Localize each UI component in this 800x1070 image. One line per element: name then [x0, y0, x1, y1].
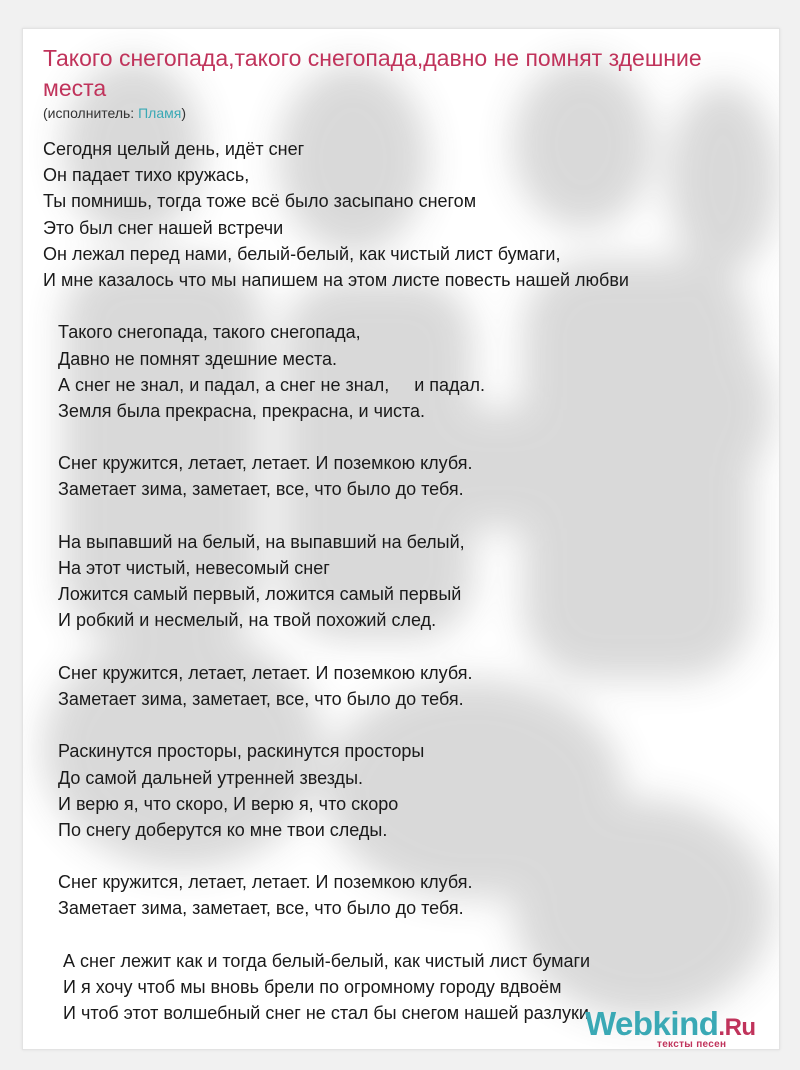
lyric-line: Заметает зима, заметает, все, что было до тебя. — [43, 688, 464, 709]
lyric-line: Снег кружится, летает, летает. И поземкою клубя. — [43, 453, 473, 474]
lyric-line: А снег лежит как и тогда белый-белый, как чистый лист бумаги — [43, 950, 591, 971]
lyric-line: Ты помнишь, тогда тоже всё было засыпано снегом — [43, 191, 477, 212]
lyric-line: Заметает зима, заметает, все, что было до тебя. — [43, 898, 464, 919]
lyric-line: И робкий и несмелый, на твой похожий след. — [43, 610, 437, 631]
lyric-line: Такого снегопада, такого снегопада, — [43, 322, 361, 343]
lyric-line: Снег кружится, летает, летает. И поземкою клубя. — [43, 872, 473, 893]
stanza-break — [43, 634, 763, 660]
lyric-line: Раскинутся просторы, раскинутся просторы — [43, 741, 425, 762]
lyric-line: На выпавший на белый, на выпавший на белый, — [43, 531, 465, 552]
stanza-break — [43, 922, 763, 948]
lyrics-card — [22, 28, 780, 1050]
lyric-line: Снег кружится, летает, летает. И поземкою клубя. — [43, 662, 473, 683]
lyric-line: Заметает зима, заметает, все, что было до тебя. — [43, 479, 464, 500]
song-title: Такого снегопада,такого снегопада,давно не помнят здешние места — [43, 45, 702, 101]
lyric-line: И я хочу чтоб мы вновь брели по огромному городу вдвоём — [43, 977, 562, 997]
stanza-break — [43, 503, 763, 529]
lyric-line: На этот чистый, невесомый снег — [43, 558, 330, 578]
logo-main-text: Webkind — [585, 1005, 719, 1042]
stanza-break — [43, 293, 763, 319]
lyric-line: До самой дальней утренней звезды. — [43, 767, 364, 788]
stanza-break — [43, 424, 763, 450]
performer-suffix: ) — [181, 105, 186, 121]
lyrics-text — [43, 136, 763, 1026]
song-content — [43, 43, 763, 1026]
stanza-break — [43, 712, 763, 738]
lyric-line: Давно не помнят здешние места. — [43, 348, 337, 369]
logo-tagline: тексты песен — [657, 1039, 727, 1050]
lyric-line: Он лежал перед нами, белый-белый, как чистый лист бумаги, — [43, 243, 561, 264]
lyric-line: Это был снег нашей встречи — [43, 217, 284, 238]
lyric-line: И мне казалось что мы напишем на этом листе повесть нашей любви — [43, 269, 629, 290]
lyric-line: А снег не знал, и падал, а снег не знал, и падал. — [43, 374, 486, 395]
logo-wordmark — [585, 1005, 756, 1043]
stanza-break — [43, 843, 763, 869]
performer-prefix: (исполнитель: — [43, 105, 139, 121]
performer-line — [43, 104, 763, 122]
lyric-line: Он падает тихо кружась, — [43, 165, 250, 186]
lyric-line: И верю я, что скоро, И верю я, что скоро — [43, 793, 399, 814]
lyric-line: И чтоб этот волшебный снег не стал бы снегом нашей разлуки — [43, 1003, 589, 1024]
lyric-line: Ложится самый первый, ложится самый первый — [43, 584, 462, 605]
logo-tld: .Ru — [718, 1014, 756, 1041]
site-logo[interactable] — [585, 1005, 780, 1050]
performer-link[interactable]: Пламя — [138, 105, 182, 121]
lyric-line: Земля была прекрасна, прекрасна, и чиста. — [43, 400, 426, 421]
lyric-line: Сегодня целый день, идёт снег — [43, 139, 305, 159]
lyric-line: По снегу доберутся ко мне твои следы. — [43, 819, 388, 840]
